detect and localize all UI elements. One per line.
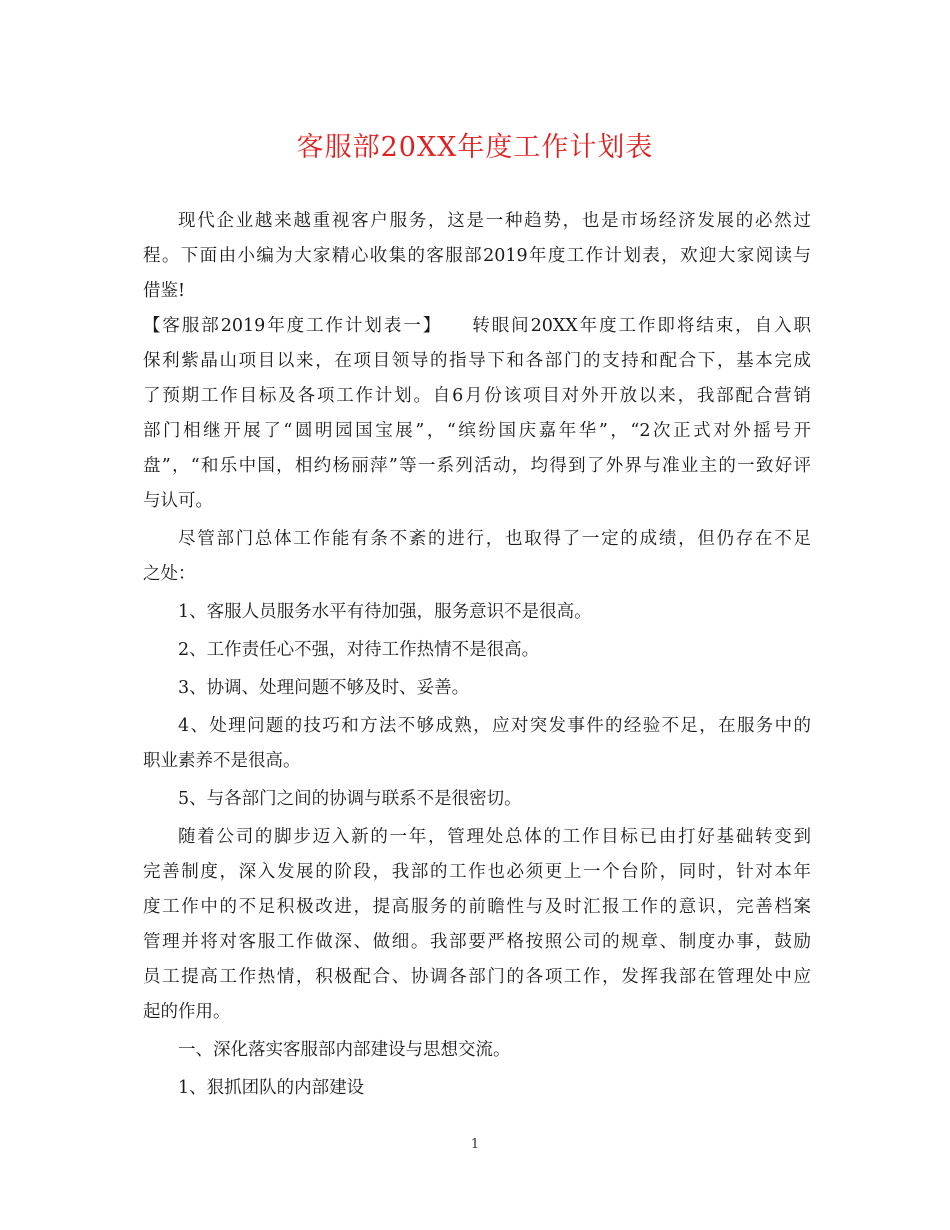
subsection-heading: 1、狠抓团队的内部建设 [178,1078,365,1098]
text-line: 职业素养不是很高。 [143,751,301,771]
document-body [143,204,811,1106]
text-line: 保利紫晶山项目以来，在项目领导的指导下和各部门的支持和配合下，基本完成 [143,351,811,371]
text-line: 管理并将对客服工作做深、做细。我部要严格按照公司的规章、制度办事，鼓励 [143,932,811,952]
list-item: 1、客服人员服务水平有待加强，服务意识不是很高。 [178,602,592,622]
text-line: 部门相继开展了“圆明园国宝展”，“缤纷国庆嘉年华”，“2次正式对外摇号开 [143,421,811,441]
page-number: 1 [470,1137,480,1152]
text-line: 盘”，“和乐中国，相约杨丽萍”等一系列活动，均得到了外界与准业主的一致好评 [143,456,811,476]
text-line: 了预期工作目标及各项工作计划。自6月份该项目对外开放以来，我部配合营销 [143,386,811,406]
text-line: 现代企业越来越重视客户服务，这是一种趋势，也是市场经济发展的必然过 [178,211,811,231]
section-heading: 一、深化落实客服部内部建设与思想交流。 [178,1040,511,1060]
text-line: 随着公司的脚步迈入新的一年，管理处总体的工作目标已由打好基础转变到 [178,827,811,847]
text-line: 【客服部2019年度工作计划表一】 转眼间20XX年度工作即将结束，自入职 [143,316,811,336]
text-line: 员工提高工作热情，积极配合、协调各部门的各项工作，发挥我部在管理处中应 [143,967,811,987]
list-item: 4、处理问题的技巧和方法不够成熟，应对突发事件的经验不足，在服务中的 [178,716,811,736]
list-item: 3、协调、处理问题不够及时、妥善。 [178,678,470,698]
text-line: 尽管部门总体工作能有条不紊的进行，也取得了一定的成绩，但仍存在不足 [178,529,811,549]
list-item: 2、工作责任心不强，对待工作热情不是很高。 [178,640,540,660]
text-line: 度工作中的不足积极改进，提高服务的前瞻性与及时汇报工作的意识，完善档案 [143,897,811,917]
text-line: 与认可。 [143,491,213,511]
text-line: 起的作用。 [143,1002,231,1022]
text-line: 完善制度，深入发展的阶段，我部的工作也必须更上一个台阶，同时，针对本年 [143,862,811,882]
list-item: 5、与各部门之间的协调与联系不是很密切。 [178,789,522,809]
text-line: 程。下面由小编为大家精心收集的客服部2019年度工作计划表，欢迎大家阅读与 [143,246,811,266]
text-line: 之处： [143,564,196,584]
document-title: 客服部20XX年度工作计划表 [296,132,654,163]
text-line: 借鉴! [143,281,186,301]
